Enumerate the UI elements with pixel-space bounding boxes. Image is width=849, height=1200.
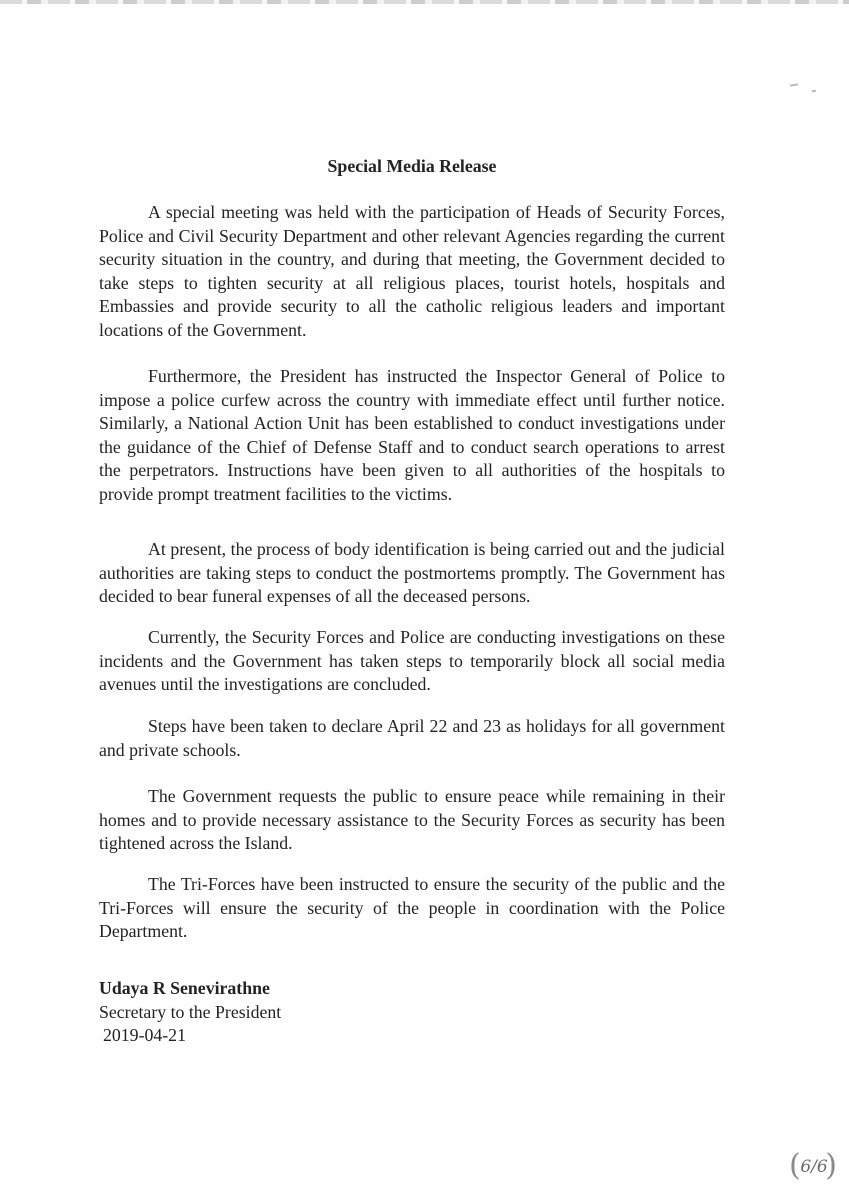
signatory-name: Udaya R Senevirathne — [99, 978, 270, 998]
paragraph-investigations: Currently, the Security Forces and Police are conducting investigations on these incidents and the Government has taken steps to temporarily block all social media avenues until the investigations are concluded. — [99, 627, 725, 695]
paragraph-security-meeting: A special meeting was held with the participation of Heads of Security Forces, Police and Civil Security Department and other relevant Agencies regarding the current security situation in the country, and during that meeting, the Government decided to take steps to tighten security at all religious places, tourist hotels, hospitals and Embassies and provide security to all the catholic religious leaders and important locations of the Government. — [99, 202, 725, 340]
scan-speck — [812, 90, 816, 93]
scan-speck — [790, 83, 798, 86]
signatory-role: Secretary to the President — [99, 1001, 282, 1022]
release-date: 2019-04-21 — [103, 1025, 186, 1046]
handwritten-page-number: ( 6/6 ) — [787, 1148, 841, 1186]
signature-block — [99, 977, 281, 1048]
paragraph-curfew-instructions: Furthermore, the President has instructed the Inspector General of Police to impose a police curfew across the country with immediate effect until further notice. Similarly, a National Action Unit has been established to conduct investigations under the guidance of the Chief of Defense Staff and to conduct search operations to arrest the perpetrators. Instructions have been given to all authorities of the hospitals to provide prompt treatment facilities to the victims. — [99, 366, 725, 504]
scan-top-edge — [0, 0, 849, 10]
paragraph-school-holidays: Steps have been taken to declare April 22 and 23 as holidays for all government and private schools. — [99, 716, 725, 760]
paragraph-body-identification: At present, the process of body identification is being carried out and the judicial authorities are taking steps to conduct the postmortems promptly. The Government has decided to bear funeral expenses of all the deceased persons. — [99, 539, 725, 607]
page-title: Special Media Release — [327, 156, 497, 176]
paragraph-tri-forces: The Tri-Forces have been instructed to ensure the security of the public and the Tri-Forces will ensure the security of the people in coordination with the Police Department. — [99, 874, 725, 942]
paragraph-public-request: The Government requests the public to ensure peace while remaining in their homes and to provide necessary assistance to the Security Forces as security has been tightened across the Island. — [99, 786, 725, 854]
